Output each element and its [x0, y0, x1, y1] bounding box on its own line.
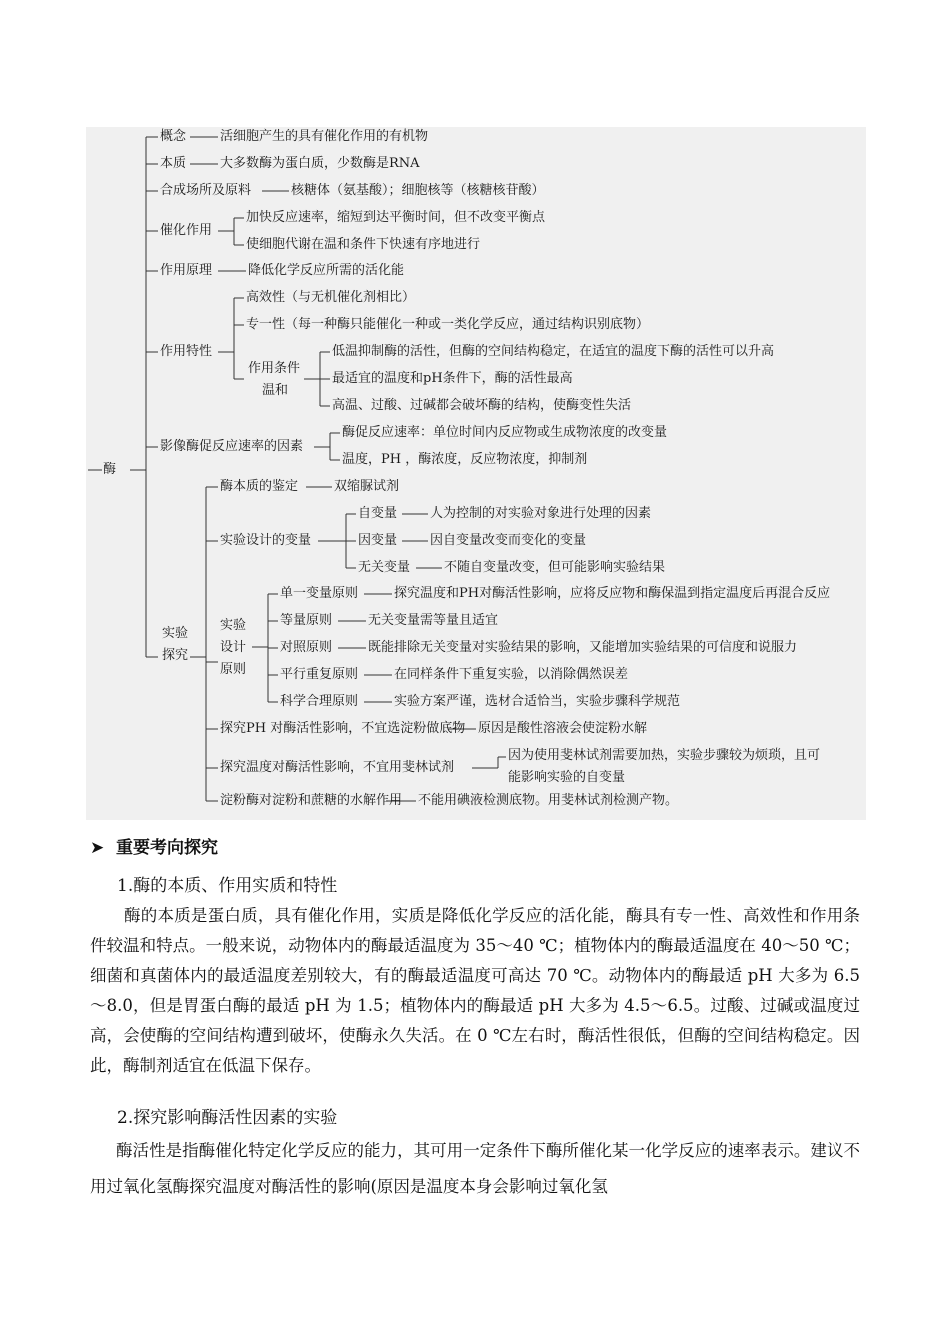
node-var-irr-desc: 不随自变量改变，但可能影响实验结果 [444, 560, 666, 575]
node-var-dep-desc: 因自变量改变而变化的变量 [430, 533, 587, 548]
node-var-indep: 自变量 [358, 506, 398, 521]
subsection-2-title: 2.探究影响酶活性因素的实验 [117, 1108, 338, 1128]
node-feature-efficient: 高效性（与无机催化剂相比） [246, 290, 416, 305]
node-design-3: 原则 [220, 662, 247, 677]
node-p-single: 单一变量原则 [280, 586, 359, 601]
node-mild-1: 低温抑制酶的活性，但酶的空间结构稳定，在适宜的温度下酶的活性可以升高 [332, 344, 775, 359]
node-amylase-desc: 不能用碘液检测底物。用斐林试剂检测产物。 [418, 793, 679, 808]
node-synthesis: 合成场所及原料 [160, 183, 252, 198]
node-design-1: 实验 [220, 618, 247, 633]
node-catalysis-2: 使细胞代谢在温和条件下快速有序地进行 [246, 237, 481, 252]
node-factor-1: 酶促反应速率：单位时间内反应物或生成物浓度的改变量 [342, 425, 668, 440]
node-p-repeat: 平行重复原则 [280, 667, 359, 682]
node-experiment-2: 探究 [162, 648, 189, 663]
section-title [90, 833, 218, 858]
node-principle-desc: 降低化学反应所需的活化能 [248, 263, 405, 278]
node-p-control-desc: 既能排除无关变量对实验结果的影响，又能增加实验结果的可信度和说服力 [368, 640, 798, 655]
node-catalysis-1: 加快反应速率，缩短到达平衡时间，但不改变平衡点 [246, 210, 546, 225]
node-ph-exp-desc: 原因是酸性溶液会使淀粉水解 [478, 721, 648, 736]
enzyme-concept-map [86, 127, 866, 820]
node-essence-desc: 大多数酶为蛋白质，少数酶是RNA [220, 156, 420, 171]
node-concept: 概念 [160, 129, 187, 144]
node-var-dep: 因变量 [358, 533, 398, 548]
node-p-science: 科学合理原则 [280, 694, 359, 709]
node-p-repeat-desc: 在同样条件下重复实验，以消除偶然误差 [394, 667, 629, 682]
node-temp-exp-desc-2: 能影响实验的自变量 [508, 770, 626, 785]
node-concept-desc: 活细胞产生的具有催化作用的有机物 [220, 129, 429, 144]
node-experiment-1: 实验 [162, 626, 189, 641]
node-feature-mild: 温和 [262, 383, 289, 398]
node-synthesis-desc: 核糖体（氨基酸）；细胞核等（核糖核苷酸） [291, 183, 545, 198]
node-essence: 本质 [160, 156, 187, 171]
node-features: 作用特性 [160, 344, 213, 359]
node-variables: 实验设计的变量 [220, 533, 312, 548]
paragraph-1: 酶的本质是蛋白质，具有催化作用，实质是降低化学反应的活化能，酶具有专一性、高效性和作用条件较温和特点。一般来说，动物体内的酶最适温度为 35～40 ℃；植物体内的酶最适温度在 40～50 ℃；细菌和真菌体内的最适温度差别较大，有的酶最适温度可高达 70 ℃。动物体内的酶最适 pH 大多为 6.5～8.0，但是胃蛋白酶的最适 pH 为 1.5；植物体内的酶最适 pH 大多为 4.5～6.5。过酸、过碱或温度过高，会使酶的空间结构遭到破坏，使酶永久失活。在 0 ℃左右时，酶活性很低，但酶的空间结构稳定。因此，酶制剂适宜在低温下保存。 [90, 906, 860, 1075]
node-p-science-desc: 实验方案严谨，选材合适恰当，实验步骤科学规范 [394, 694, 681, 709]
arrowhead-bullet-icon: ➤ [90, 838, 105, 858]
node-identify: 酶本质的鉴定 [220, 479, 299, 494]
node-catalysis: 催化作用 [160, 223, 213, 238]
node-ph-exp: 探究PH 对酶活性影响，不宜选淀粉做底物 [220, 721, 466, 736]
node-principle: 作用原理 [160, 263, 213, 278]
node-design-2: 设计 [220, 640, 247, 655]
node-factors: 影像酶促反应速率的因素 [160, 439, 304, 454]
root-enzyme: 酶 [103, 462, 117, 477]
node-amylase: 淀粉酶对淀粉和蔗糖的水解作用 [220, 793, 403, 808]
node-p-equal-desc: 无关变量需等量且适宜 [368, 613, 499, 628]
node-temp-exp: 探究温度对酶活性影响，不宜用斐林试剂 [220, 760, 455, 775]
section-title-text: 重要考向探究 [116, 838, 218, 858]
node-temp-exp-desc-1: 因为使用斐林试剂需要加热，实验步骤较为烦琐，且可 [508, 748, 821, 763]
node-feature-specific: 专一性（每一种酶只能催化一种或一类化学反应，通过结构识别底物） [246, 317, 650, 332]
node-feature-cond: 作用条件 [248, 361, 301, 376]
node-mild-3: 高温、过酸、过碱都会破坏酶的结构，使酶变性失活 [332, 398, 632, 413]
node-identify-desc: 双缩脲试剂 [334, 479, 400, 494]
subsection-1-title: 1.酶的本质、作用实质和特性 [117, 876, 338, 896]
node-factor-2: 温度，PH ，酶浓度，反应物浓度，抑制剂 [342, 452, 588, 467]
node-p-control: 对照原则 [280, 640, 333, 655]
node-mild-2: 最适宜的温度和pH条件下，酶的活性最高 [332, 371, 573, 386]
node-p-equal: 等量原则 [280, 613, 333, 628]
paragraph-2: 酶活性是指酶催化特定化学反应的能力，其可用一定条件下酶所催化某一化学反应的速率表示。建议不用过氧化氢酶探究温度对酶活性的影响(原因是温度本身会影响过氧化氢 [90, 1141, 860, 1196]
node-var-indep-desc: 人为控制的对实验对象进行处理的因素 [430, 506, 652, 521]
node-p-single-desc: 探究温度和PH对酶活性影响，应将反应物和酶保温到指定温度后再混合反应 [394, 586, 831, 601]
node-var-irr: 无关变量 [358, 560, 411, 575]
